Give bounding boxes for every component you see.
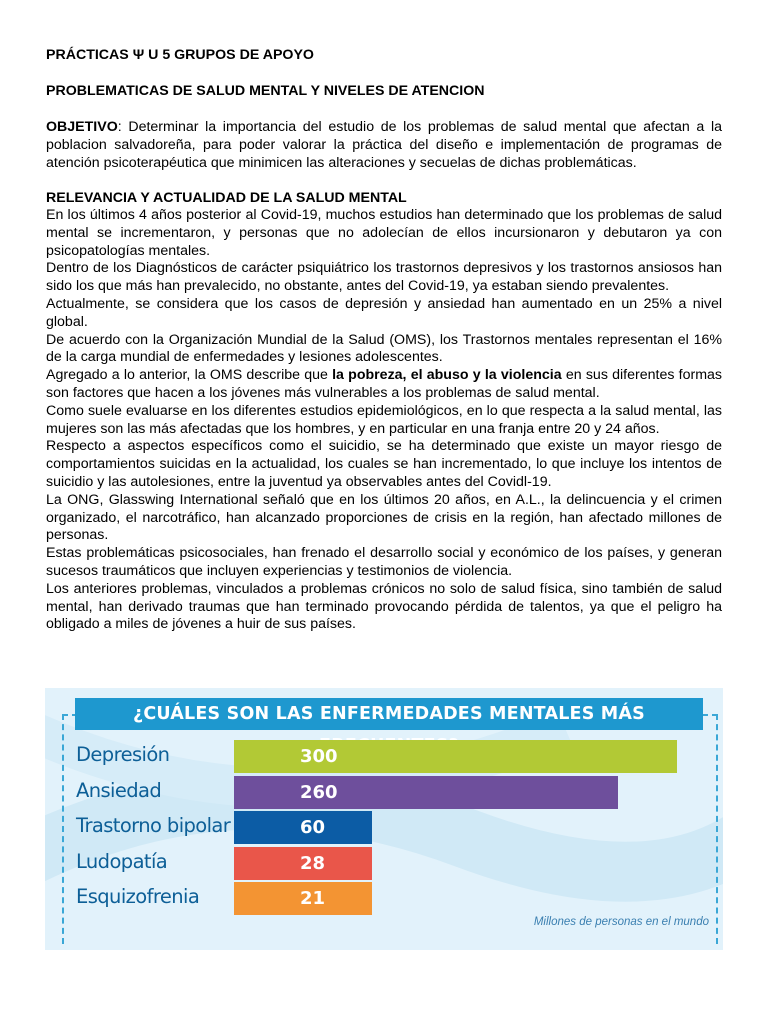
category-label: Trastorno bipolar bbox=[76, 814, 231, 837]
bar-value-label: 21 bbox=[300, 888, 326, 909]
relevance-section bbox=[46, 189, 722, 634]
paragraph: Estas problemáticas psicosociales, han frenado el desarrollo social y económico de los países, y generan sucesos traumáticos que incluyen experiencias y testimonios de violencia. bbox=[46, 545, 722, 579]
objective-paragraph bbox=[46, 119, 722, 172]
paragraph: Los anteriores problemas, vinculados a problemas crónicos no solo de salud física, sino también de salud mental, han derivado traumas que han terminado provocando pérdida de talentos, ya que el peligro ha obligado a miles de jóvenes a huir de sus países. bbox=[46, 580, 722, 633]
objective-text: : Determinar la importancia del estudio de los problemas de salud mental que afectan a la poblacion salvadoreña, para poder valorar la práctica del diseño e implementación de programas de atención psicoterapéutica que minimicen las alteraciones y secuelas de dichas problemáticas. bbox=[46, 119, 722, 171]
bar bbox=[234, 847, 372, 880]
chart-title: ¿CUÁLES SON LAS ENFERMEDADES MENTALES MÁS bbox=[75, 698, 703, 730]
bar-value-label: 260 bbox=[300, 781, 338, 803]
bar bbox=[234, 740, 677, 773]
category-label: Esquizofrenia bbox=[76, 885, 200, 908]
paragraph: La ONG, Glasswing International señaló que en los últimos 20 años, en A.L., la delincuencia y el crimen organizado, el narcotráfico, han alcanzado proporciones de crisis en la región, han afectado millones de personas. bbox=[46, 491, 722, 544]
bar-value-label: 28 bbox=[300, 852, 326, 874]
chart-note: Millones de personas en el mundo bbox=[533, 916, 709, 928]
objective-label: OBJETIVO bbox=[46, 119, 118, 135]
bar-value-label: 60 bbox=[300, 817, 326, 838]
paragraph: Dentro de los Diagnósticos de carácter psiquiátrico los trastornos depresivos y los trastornos ansiosos han sido los que más han prevalecido, no obstante, antes del Covid-19, ya estaban siendo prevalentes. bbox=[46, 260, 722, 295]
category-label: Depresión bbox=[76, 743, 170, 766]
paragraph: En los últimos 4 años posterior al Covid-19, muchos estudios han determinado que los problemas de salud mental se incrementaron, y personas que no adolecían de ellos incursionaron y debutaron ya con psicopatologías mentales. bbox=[46, 207, 722, 259]
paragraph: Actualmente, se considera que los casos de depresión y ansiedad han aumentado en un 25% a nivel global. bbox=[46, 295, 722, 330]
paragraph-text: Agregado a lo anterior, la OMS describe que bbox=[46, 367, 333, 384]
paragraph: Como suele evaluarse en los diferentes estudios epidemiológicos, en lo que respecta a la salud mental, las mujeres son las más afectadas que los hombres, y en particular en una franja entre 20 y 24 años. bbox=[46, 402, 722, 437]
section-heading: RELEVANCIA Y ACTUALIDAD DE LA SALUD MENTAL bbox=[46, 190, 407, 206]
paragraph-text: en sus diferentes formas son factores que hacen a los jóvenes más vulnerables a los problemas de salud mental. bbox=[46, 367, 723, 401]
mental-illness-infographic bbox=[45, 688, 723, 950]
document-subtitle: PROBLEMATICAS DE SALUD MENTAL Y NIVELES DE ATENCION bbox=[46, 83, 485, 99]
paragraph bbox=[46, 367, 722, 403]
bar bbox=[234, 776, 618, 809]
paragraph: Respecto a aspectos específicos como el suicidio, se ha determinado que existe un mayor riesgo de comportamientos suicidas en la actualidad, los cuales se han incrementado, lo que incluye los intentos de suicidio y las autolesiones, entre la juventud ya observables antes del Covidl-19. bbox=[46, 438, 722, 490]
document-title: PRÁCTICAS Ψ U 5 GRUPOS DE APOYO bbox=[46, 47, 314, 63]
bar bbox=[234, 811, 372, 844]
bold-phrase: la pobreza, el abuso y la violencia bbox=[332, 367, 562, 384]
category-label: Ansiedad bbox=[76, 778, 162, 802]
paragraph: De acuerdo con la Organización Mundial de la Salud (OMS), los Trastornos mentales representan el 16% de la carga mundial de enfermedades y lesiones adolescentes. bbox=[46, 331, 722, 366]
bar bbox=[234, 882, 372, 915]
bar-value-label: 300 bbox=[300, 746, 338, 767]
category-label: Ludopatía bbox=[76, 849, 168, 873]
